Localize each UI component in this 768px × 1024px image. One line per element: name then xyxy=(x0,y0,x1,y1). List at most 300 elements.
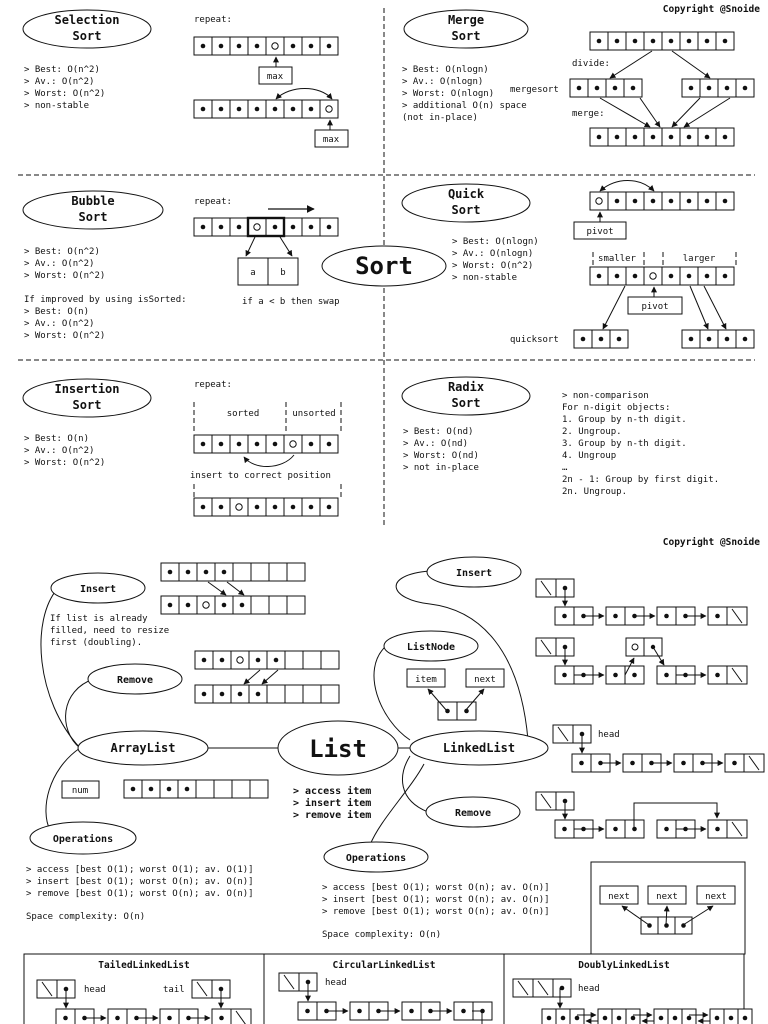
cell-dot xyxy=(201,107,206,112)
ll-head-chain xyxy=(572,754,764,772)
quick-sort xyxy=(402,181,754,349)
listnode-label: ListNode xyxy=(406,642,456,653)
cell-dot xyxy=(168,603,173,608)
list-op-2: > insert item xyxy=(293,798,372,809)
insertion-array-2 xyxy=(194,498,338,516)
cell-dot xyxy=(219,442,224,447)
merge-stat-2: > Av.: O(nlogn) xyxy=(402,77,484,87)
selection-stat-3: > Worst: O(n^2) xyxy=(24,89,106,99)
listnode-item-label: item xyxy=(415,675,437,685)
cell-dot xyxy=(715,614,720,619)
cell-dot xyxy=(664,827,669,832)
cell-dot xyxy=(743,337,748,342)
copyright-top: Copyright @Snoide xyxy=(662,4,760,15)
array-cell xyxy=(285,685,303,703)
merge-sort xyxy=(402,10,754,146)
quick-stat-2: > Av.: O(nlogn) xyxy=(452,249,534,259)
cell-dot xyxy=(613,86,618,91)
array-cell xyxy=(233,563,251,581)
cell-dot xyxy=(63,1016,68,1021)
arraylist-remove-shift-1 xyxy=(244,670,260,684)
quick-arrow-left xyxy=(603,286,625,329)
insertion-unsorted-label: unsorted xyxy=(292,409,336,419)
cell-dot xyxy=(562,673,567,678)
cell-dot xyxy=(669,274,674,279)
merge-array-bottom xyxy=(590,128,734,146)
radix-note-5: 3. Group by n-th digit. xyxy=(562,439,687,449)
listnode-next-label: next xyxy=(474,675,496,685)
array-cell xyxy=(197,596,215,614)
merge-merge-label: merge: xyxy=(572,109,605,119)
bubble-a-label: a xyxy=(250,268,256,278)
selection-title-2: Sort xyxy=(72,29,102,43)
cell-dot xyxy=(309,442,314,447)
bubble-array xyxy=(194,218,338,236)
ll-insert2-tail xyxy=(708,666,747,684)
quick-title-1: Quick xyxy=(447,187,485,201)
merge-divide-arrow-left xyxy=(610,51,652,78)
quick-pivot-label-2: pivot xyxy=(641,302,669,312)
selection-max-label-2: max xyxy=(322,135,340,145)
cell-dot xyxy=(715,1016,720,1021)
cell-dot xyxy=(201,442,206,447)
cell-dot xyxy=(409,1009,414,1014)
merge-stat-3: > Worst: O(nlogn) xyxy=(402,89,495,99)
ll-remove-node-2 xyxy=(606,820,644,838)
array-cell xyxy=(232,780,250,798)
cell-dot xyxy=(291,225,296,230)
connector-insert-arraylist xyxy=(41,588,80,748)
ll-head-label: head xyxy=(598,730,620,740)
cell-dot xyxy=(561,1016,566,1021)
cell-dot xyxy=(186,603,191,608)
tailed-tail-box xyxy=(192,980,230,998)
cell-dot xyxy=(167,787,172,792)
cell-dot xyxy=(274,658,279,663)
radix-note-6: 4. Ungroup xyxy=(562,451,617,461)
cell-dot xyxy=(219,107,224,112)
selection-swap-arrow xyxy=(276,89,332,100)
insertion-move-arrow xyxy=(244,455,294,467)
ll-insert2-new-item xyxy=(626,638,644,656)
connector-listnode-linkedlist xyxy=(374,646,410,740)
arraylist-remove-label: Remove xyxy=(116,675,154,686)
bubble-stat2-3: > Worst: O(n^2) xyxy=(24,331,106,341)
circular-head-label: head xyxy=(325,978,347,988)
cell-dot xyxy=(687,274,692,279)
doubly-next-label-3: next xyxy=(705,892,727,902)
cell-dot xyxy=(613,614,618,619)
radix-stat-2: > Av.: O(nd) xyxy=(403,439,469,449)
selection-max-label-1: max xyxy=(266,72,284,82)
cell-dot xyxy=(237,442,242,447)
insertion-sort xyxy=(23,379,341,516)
cell-dot xyxy=(562,614,567,619)
cell-dot xyxy=(725,337,730,342)
connector-ops-linkedlist xyxy=(370,764,424,845)
cell-dot xyxy=(705,135,710,140)
ll-insert1-head xyxy=(536,579,574,597)
connector-remove-arraylist xyxy=(66,679,94,748)
quick-pivot-label-1: pivot xyxy=(586,227,614,237)
array-cell xyxy=(303,651,321,669)
ll-insert2-head xyxy=(536,638,574,656)
cell-dot xyxy=(597,135,602,140)
arraylist-remove-array-1 xyxy=(195,651,339,669)
cell-dot xyxy=(222,603,227,608)
cell-dot xyxy=(256,692,261,697)
quick-arrow-right-2 xyxy=(704,286,726,329)
cell-dot xyxy=(238,692,243,697)
array-cell xyxy=(303,685,321,703)
merge-divide-label: divide: xyxy=(572,59,610,69)
circular-head-box xyxy=(279,973,317,991)
cell-dot xyxy=(725,86,730,91)
cell-dot xyxy=(743,1016,748,1021)
cell-dot xyxy=(630,761,635,766)
quick-arrow-right-1 xyxy=(690,286,708,329)
array-cell xyxy=(231,651,249,669)
cell-dot xyxy=(633,199,638,204)
cell-dot xyxy=(615,135,620,140)
bubble-improved: If improved by using isSorted: xyxy=(24,295,187,305)
linkedlist-space: Space complexity: O(n) xyxy=(322,930,442,940)
cell-dot xyxy=(219,1016,224,1021)
cell-dot xyxy=(707,86,712,91)
list-op-1: > access item xyxy=(293,786,372,797)
cell-dot xyxy=(669,135,674,140)
arraylist-remove-shift-2 xyxy=(262,670,278,684)
cell-dot xyxy=(220,692,225,697)
variant-doubly-title: DoublyLinkedList xyxy=(578,960,670,971)
tailed-last-node xyxy=(212,1009,251,1024)
radix-note-8: 2n - 1: Group by first digit. xyxy=(562,475,720,485)
bubble-stat-2: > Av.: O(n^2) xyxy=(24,259,95,269)
cell-dot xyxy=(669,39,674,44)
cell-dot xyxy=(237,225,242,230)
array-cell xyxy=(321,685,339,703)
cell-dot xyxy=(273,442,278,447)
bubble-stat-1: > Best: O(n^2) xyxy=(24,247,100,257)
cell-dot xyxy=(669,199,674,204)
arraylist-op-1: > access [best O(1); worst O(1); av. O(1)] xyxy=(26,865,254,875)
ll-head-box xyxy=(553,725,591,743)
selection-stat-4: > non-stable xyxy=(24,101,90,111)
doubly-node-box xyxy=(591,862,745,954)
cell-dot xyxy=(273,225,278,230)
arraylist-insert-array-1 xyxy=(161,563,305,581)
bubble-swap-rule: if a < b then swap xyxy=(242,297,340,307)
cell-dot xyxy=(723,135,728,140)
cell-dot xyxy=(309,44,314,49)
linkedlist-op-1: > access [best O(1); worst O(n); av. O(n)] xyxy=(322,883,550,893)
radix-title-2: Sort xyxy=(451,396,481,410)
cell-dot xyxy=(461,1009,466,1014)
merge-array-right xyxy=(682,79,754,97)
quick-stat-4: > non-stable xyxy=(452,273,518,283)
radix-title-1: Radix xyxy=(447,380,485,394)
cell-dot xyxy=(707,337,712,342)
cell-dot xyxy=(617,1016,622,1021)
cell-dot xyxy=(664,614,669,619)
bubble-title-2: Sort xyxy=(78,210,108,224)
cell-dot xyxy=(202,658,207,663)
cell-dot xyxy=(705,199,710,204)
cell-dot xyxy=(631,1016,636,1021)
cell-dot xyxy=(615,39,620,44)
cell-dot xyxy=(613,827,618,832)
quick-stat-3: > Worst: O(n^2) xyxy=(452,261,534,271)
cell-dot xyxy=(309,505,314,510)
array-cell xyxy=(267,685,285,703)
selection-array-2 xyxy=(194,100,338,118)
cell-dot xyxy=(651,39,656,44)
array-cell xyxy=(287,596,305,614)
tailed-tail-label: tail xyxy=(163,985,185,995)
sort-center-label: Sort xyxy=(355,252,413,280)
arraylist-insert-note-3: first (doubling). xyxy=(50,638,143,648)
cell-dot xyxy=(633,135,638,140)
arraylist-insert-note-1: If list is already xyxy=(50,614,148,624)
cell-dot xyxy=(185,787,190,792)
arraylist-insert-shift-1 xyxy=(208,582,226,595)
cell-dot xyxy=(273,505,278,510)
cell-dot xyxy=(237,44,242,49)
cell-dot xyxy=(633,274,638,279)
cell-dot xyxy=(664,673,669,678)
quick-array-right xyxy=(682,330,754,348)
cell-dot xyxy=(617,337,622,342)
arraylist-ops-label: Operations xyxy=(52,834,114,845)
cell-dot xyxy=(547,1016,552,1021)
doubly-next-label-1: next xyxy=(608,892,630,902)
insertion-insert-label: insert to correct position xyxy=(190,471,331,481)
insertion-stat-3: > Worst: O(n^2) xyxy=(24,458,106,468)
array-cell xyxy=(320,100,338,118)
cell-dot xyxy=(562,827,567,832)
arraylist-op-2: > insert [best O(1); worst O(n); av. O(n)] xyxy=(26,877,254,887)
cell-dot xyxy=(595,86,600,91)
array-cell xyxy=(214,780,232,798)
cell-dot xyxy=(705,39,710,44)
cell-dot xyxy=(237,107,242,112)
linkedlist-op-3: > remove [best O(1); worst O(n); av. O(n)] xyxy=(322,907,550,917)
bubble-b-label: b xyxy=(280,268,286,278)
array-cell xyxy=(284,435,302,453)
cell-dot xyxy=(219,225,224,230)
array-cell xyxy=(230,498,248,516)
cell-dot xyxy=(651,135,656,140)
cell-dot xyxy=(240,603,245,608)
cell-dot xyxy=(291,505,296,510)
array-cell xyxy=(321,651,339,669)
merge-array-top xyxy=(590,32,734,50)
cell-dot xyxy=(613,673,618,678)
cell-dot xyxy=(201,44,206,49)
merge-stat-1: > Best: O(nlogn) xyxy=(402,65,489,75)
cell-dot xyxy=(219,44,224,49)
doubly-next-label-2: next xyxy=(656,892,678,902)
radix-note-3: 1. Group by n-th digit. xyxy=(562,415,687,425)
radix-stat-1: > Best: O(nd) xyxy=(403,427,474,437)
bubble-stat2-1: > Best: O(n) xyxy=(24,307,90,317)
cell-dot xyxy=(327,225,332,230)
cell-dot xyxy=(687,39,692,44)
cell-dot xyxy=(327,505,332,510)
cell-dot xyxy=(186,570,191,575)
arraylist-space: Space complexity: O(n) xyxy=(26,912,146,922)
arraylist-insert-label: Insert xyxy=(79,584,117,595)
bubble-sort xyxy=(23,191,340,341)
array-cell xyxy=(251,596,269,614)
cell-dot xyxy=(579,761,584,766)
insertion-array-1 xyxy=(194,435,338,453)
cell-dot xyxy=(689,337,694,342)
cell-dot xyxy=(743,86,748,91)
cell-dot xyxy=(201,505,206,510)
cell-dot xyxy=(681,761,686,766)
selection-stat-1: > Best: O(n^2) xyxy=(24,65,100,75)
quick-title-2: Sort xyxy=(451,203,481,217)
insertion-repeat: repeat: xyxy=(194,380,232,390)
bubble-title-1: Bubble xyxy=(71,194,115,208)
cell-dot xyxy=(305,1009,310,1014)
cell-dot xyxy=(732,761,737,766)
merge-title-2: Sort xyxy=(451,29,481,43)
ll-remove-tail xyxy=(708,820,747,838)
copyright-list: Copyright @Snoide xyxy=(662,537,760,548)
ll-remove-head xyxy=(536,792,574,810)
cell-dot xyxy=(651,199,656,204)
linkedlist-insert-label: Insert xyxy=(455,568,493,579)
variant-circular-title: CircularLinkedList xyxy=(332,960,436,971)
tailed-head-label: head xyxy=(84,985,106,995)
ll-insert1-chain xyxy=(555,607,747,625)
radix-note-9: 2n. Ungroup. xyxy=(562,487,628,497)
quick-stat-1: > Best: O(nlogn) xyxy=(452,237,539,247)
cell-dot xyxy=(575,1016,580,1021)
selection-array-1 xyxy=(194,37,338,55)
cell-dot xyxy=(581,337,586,342)
cell-dot xyxy=(202,692,207,697)
cell-dot xyxy=(633,39,638,44)
insertion-title-2: Sort xyxy=(72,398,102,412)
cell-dot xyxy=(597,274,602,279)
arraylist-remove-array-2 xyxy=(195,685,339,703)
cell-dot xyxy=(615,274,620,279)
merge-stat-5: (not in-place) xyxy=(402,113,478,123)
bubble-b-arrow xyxy=(280,237,292,256)
merge-mergesort-label: mergesort xyxy=(510,85,559,95)
cell-dot xyxy=(577,86,582,91)
cell-dot xyxy=(309,225,314,230)
cell-dot xyxy=(599,337,604,342)
bubble-a-arrow xyxy=(246,237,255,256)
doubly-head-label: head xyxy=(578,984,600,994)
merge-arrow-3 xyxy=(672,98,700,127)
cell-dot xyxy=(222,570,227,575)
cell-dot xyxy=(273,107,278,112)
cell-dot xyxy=(597,39,602,44)
quick-array-top xyxy=(590,192,734,210)
linkedlist-title: LinkedList xyxy=(442,741,516,755)
quick-larger-label: larger xyxy=(682,254,716,264)
cell-dot xyxy=(115,1016,120,1021)
radix-stat-3: > Worst: O(nd) xyxy=(403,451,479,461)
merge-arrow-4 xyxy=(684,98,730,127)
selection-title-1: Selection xyxy=(54,13,120,27)
array-cell xyxy=(644,267,662,285)
quick-array-left xyxy=(574,330,628,348)
cell-dot xyxy=(723,39,728,44)
merge-stat-4: > additional O(n) space xyxy=(402,101,527,111)
array-cell xyxy=(590,192,608,210)
selection-stat-2: > Av.: O(n^2) xyxy=(24,77,95,87)
cell-dot xyxy=(327,44,332,49)
cell-dot xyxy=(659,1016,664,1021)
selection-sort xyxy=(23,10,348,147)
doubly-head-box xyxy=(513,979,571,997)
list-variants xyxy=(24,954,752,1024)
arraylist-num-label: num xyxy=(71,786,89,796)
tailed-head-box xyxy=(37,980,75,998)
radix-note-7: … xyxy=(562,463,568,473)
arraylist-num-array xyxy=(124,780,268,798)
insertion-title-1: Insertion xyxy=(54,382,120,396)
quick-array-mid xyxy=(590,267,734,285)
array-cell xyxy=(287,563,305,581)
cell-dot xyxy=(167,1016,172,1021)
cell-dot xyxy=(149,787,154,792)
bubble-repeat: repeat: xyxy=(194,197,232,207)
cell-dot xyxy=(255,44,260,49)
merge-title-1: Merge xyxy=(447,13,485,27)
cell-dot xyxy=(723,199,728,204)
linkedlist-remove-label: Remove xyxy=(454,808,492,819)
array-cell xyxy=(285,651,303,669)
cell-dot xyxy=(715,827,720,832)
array-cell xyxy=(248,218,266,236)
cell-dot xyxy=(168,570,173,575)
cell-dot xyxy=(309,107,314,112)
cell-dot xyxy=(687,135,692,140)
radix-stat-4: > not in-place xyxy=(403,463,479,473)
cell-dot xyxy=(687,1016,692,1021)
quick-swap-arrow xyxy=(600,181,654,192)
list-op-3: > remove item xyxy=(293,810,372,821)
cell-dot xyxy=(219,505,224,510)
cell-dot xyxy=(256,658,261,663)
cell-dot xyxy=(715,673,720,678)
cell-dot xyxy=(291,107,296,112)
arraylist-title: ArrayList xyxy=(110,741,176,755)
cell-dot xyxy=(220,658,225,663)
array-cell xyxy=(250,780,268,798)
cell-dot xyxy=(615,199,620,204)
radix-note-1: > non-comparison xyxy=(562,391,649,401)
list-center-label: List xyxy=(309,735,367,763)
cell-dot xyxy=(631,86,636,91)
radix-note-4: 2. Ungroup. xyxy=(562,427,622,437)
arraylist-insert-note-2: filled, need to resize xyxy=(50,626,170,636)
radix-note-2: For n-digit objects: xyxy=(562,403,671,413)
array-cell xyxy=(251,563,269,581)
array-cell xyxy=(266,37,284,55)
cell-dot xyxy=(357,1009,362,1014)
cell-dot xyxy=(255,107,260,112)
cell-dot xyxy=(689,86,694,91)
cell-dot xyxy=(603,1016,608,1021)
